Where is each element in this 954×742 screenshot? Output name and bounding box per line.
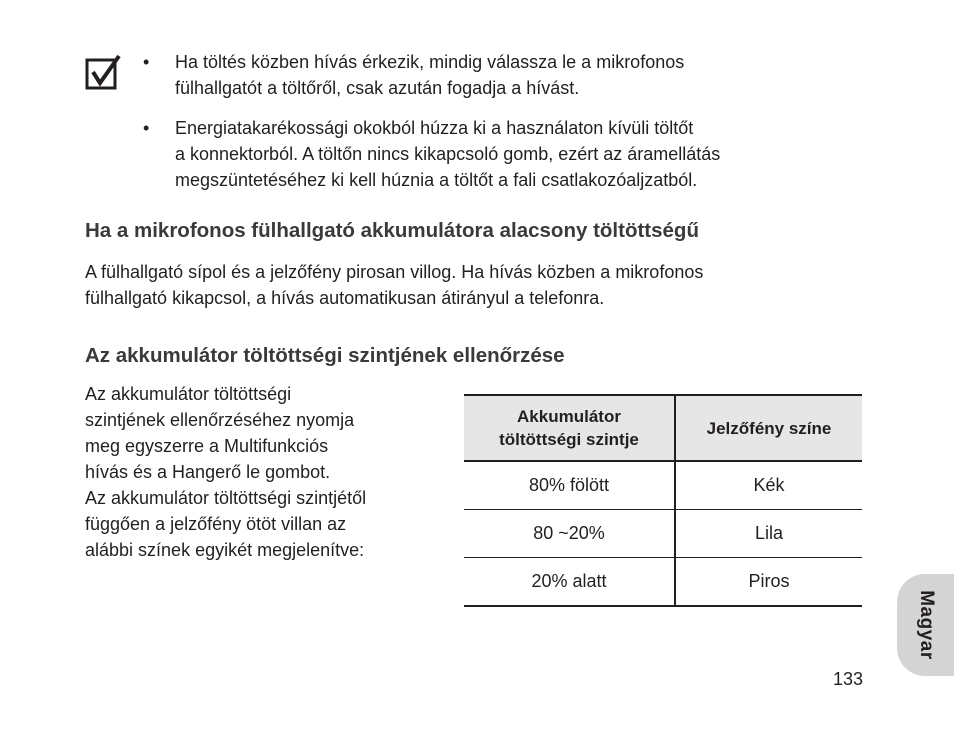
note-line: a konnektorból. A töltőn nincs kikapcsoló gomb, ezért az áramellátás [175, 144, 721, 164]
paragraph-line: A fülhallgató sípol és a jelzőfény pirosan villog. Ha hívás közben a mikrofonos [85, 262, 704, 282]
section-heading-low-battery: Ha a mikrofonos fülhallgató akkumulátora alacsony töltöttségű [85, 219, 699, 242]
paragraph-line: szintjének ellenőrzéséhez nyomja [85, 410, 355, 430]
check-level-paragraph [85, 381, 445, 563]
level-cell: 80% fölött [464, 461, 675, 510]
page-number: 133 [833, 669, 864, 689]
paragraph-line: meg egyszerre a Multifunkciós [85, 436, 329, 456]
battery-level-table [464, 394, 862, 607]
header-line: Jelzőfény színe [706, 418, 832, 438]
header-line: töltöttségi szintje [499, 430, 639, 449]
header-line: Akkumulátor [517, 407, 621, 426]
table-row [464, 461, 862, 510]
note-list [143, 49, 843, 207]
color-cell: Kék [675, 461, 862, 510]
header-battery-level [464, 395, 675, 461]
note-item [143, 49, 843, 101]
language-side-tab [897, 574, 954, 676]
note-line: fülhallgatót a töltőről, csak azután fogadja a hívást. [175, 78, 580, 98]
section-heading-check-level: Az akkumulátor töltöttségi szintjének ellenőrzése [85, 344, 565, 367]
header-indicator-color [675, 395, 862, 461]
note-item [143, 115, 843, 193]
note-line: Energiatakarékossági okokból húzza ki a használaton kívüli töltőt [175, 118, 694, 138]
table-header-row [464, 395, 862, 461]
paragraph-line: függően a jelzőfény ötöt villan az [85, 514, 347, 534]
color-cell: Piros [675, 558, 862, 607]
note-line: Ha töltés közben hívás érkezik, mindig válassza le a mikrofonos [175, 52, 685, 72]
level-cell: 20% alatt [464, 558, 675, 607]
paragraph-line: fülhallgató kikapcsol, a hívás automatikusan átirányul a telefonra. [85, 288, 605, 308]
language-label: Magyar [915, 590, 937, 660]
paragraph-line: hívás és a Hangerő le gombot. [85, 462, 331, 482]
paragraph-line: Az akkumulátor töltöttségi szintjétől [85, 488, 367, 508]
checkbox-note-icon [85, 54, 121, 90]
color-cell: Lila [675, 510, 862, 558]
level-cell: 80 ~20% [464, 510, 675, 558]
paragraph-line: Az akkumulátor töltöttségi [85, 384, 292, 404]
bullet: • [143, 118, 150, 138]
table-row [464, 558, 862, 607]
paragraph-line: alábbi színek egyikét megjelenítve: [85, 540, 365, 560]
note-line: megszüntetéséhez ki kell húznia a töltőt a fali csatlakozóaljzatból. [175, 170, 698, 190]
bullet: • [143, 52, 150, 72]
low-battery-paragraph [85, 259, 865, 311]
table-row [464, 510, 862, 558]
